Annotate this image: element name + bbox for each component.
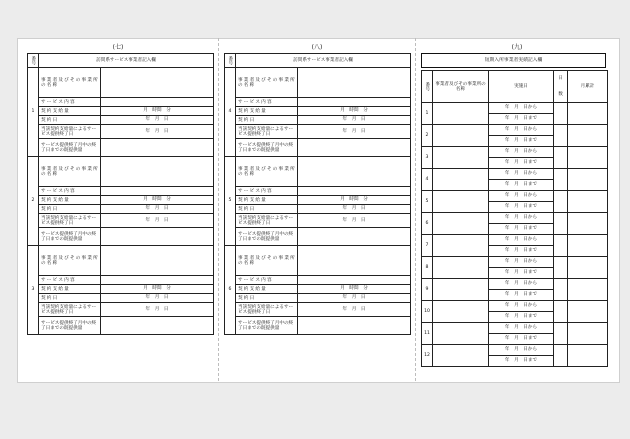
entry-2-row (28, 205, 214, 214)
entry-6-row (225, 294, 411, 303)
short-stay-total-field[interactable] (568, 323, 608, 345)
entry-1-row (28, 98, 214, 107)
field-contract-end[interactable]: 年 月 日 (101, 214, 214, 228)
entry-5-row (225, 228, 411, 246)
entry-6-row (225, 317, 411, 335)
short-stay-from-date[interactable]: 年 月 日から (489, 213, 554, 224)
field-used-amount[interactable] (298, 228, 411, 246)
short-stay-days-field[interactable] (554, 301, 568, 323)
short-stay-to-date[interactable]: 年 月 日まで (489, 290, 554, 301)
short-stay-row (422, 235, 608, 246)
entry-4-row (225, 107, 411, 116)
short-stay-title-box (421, 53, 606, 68)
short-stay-row (422, 345, 608, 356)
short-stay-days-field[interactable] (554, 279, 568, 301)
short-stay-from-date[interactable]: 年 月 日から (489, 257, 554, 268)
label-contract-amount: 契約支給量 (39, 196, 101, 205)
field-provider-name[interactable] (298, 157, 411, 187)
field-service-content[interactable] (101, 98, 214, 107)
short-stay-number: 4 (422, 169, 433, 191)
entry-5-row (225, 187, 411, 196)
short-stay-row (422, 301, 608, 312)
label-contract-amount: 契約支給量 (39, 107, 101, 116)
label-service-content: サービス内容 (236, 187, 298, 196)
label-contract-amount: 契約支給量 (236, 107, 298, 116)
entry-number: 3 (28, 246, 39, 335)
short-stay-provider-field[interactable] (433, 345, 489, 367)
short-stay-total-field[interactable] (568, 213, 608, 235)
label-used-amount: サービス提供終了月中の終了日までの既提供量 (39, 139, 101, 157)
short-stay-days-field[interactable] (554, 191, 568, 213)
field-contract-end[interactable]: 年 月 日 (101, 303, 214, 317)
field-provider-name[interactable] (298, 68, 411, 98)
entry-5-row (225, 157, 411, 187)
field-provider-name[interactable] (101, 68, 214, 98)
field-service-content[interactable] (298, 98, 411, 107)
short-stay-days-field[interactable] (554, 103, 568, 125)
entry-3-row (28, 317, 214, 335)
field-contract-amount[interactable]: 月 時間 分 (298, 107, 411, 116)
field-contract-date[interactable]: 年 月 日 (101, 294, 214, 303)
entry-6-row (225, 285, 411, 294)
entry-5-row (225, 196, 411, 205)
entry-number: 2 (28, 157, 39, 246)
label-service-content: サービス内容 (236, 276, 298, 285)
short-stay-row (422, 169, 608, 180)
entry-2-row (28, 214, 214, 228)
service-provider-table-left (27, 53, 214, 335)
field-contract-end[interactable]: 年 月 日 (298, 125, 411, 139)
label-contract-end: 当該契約支給量によるサービス提供終了日 (236, 125, 298, 139)
short-stay-total-field[interactable] (568, 235, 608, 257)
short-stay-total-field[interactable] (568, 301, 608, 323)
entry-1-row (28, 116, 214, 125)
label-service-content: サービス内容 (39, 276, 101, 285)
short-stay-provider-field[interactable] (433, 147, 489, 169)
short-stay-from-date[interactable]: 年 月 日から (489, 103, 554, 114)
label-contract-date: 契約日 (39, 116, 101, 125)
field-contract-amount[interactable]: 月 時間 分 (298, 196, 411, 205)
short-stay-provider-field[interactable] (433, 279, 489, 301)
entry-2-row (28, 196, 214, 205)
short-stay-to-date[interactable]: 年 月 日まで (489, 136, 554, 147)
entry-2-row (28, 228, 214, 246)
short-stay-number: 11 (422, 323, 433, 345)
field-contract-date[interactable]: 年 月 日 (298, 294, 411, 303)
short-stay-number: 8 (422, 257, 433, 279)
short-stay-provider-field[interactable] (433, 125, 489, 147)
field-contract-date[interactable]: 年 月 日 (298, 205, 411, 214)
label-contract-date: 契約日 (236, 205, 298, 214)
short-stay-from-date[interactable]: 年 月 日から (489, 279, 554, 290)
fold-line-1 (218, 38, 219, 381)
short-stay-days-field[interactable] (554, 125, 568, 147)
short-stay-number: 10 (422, 301, 433, 323)
short-stay-days-field[interactable] (554, 169, 568, 191)
short-stay-to-date[interactable]: 年 月 日まで (489, 158, 554, 169)
label-contract-end: 当該契約支給量によるサービス提供終了日 (39, 125, 101, 139)
field-contract-amount[interactable]: 月 時間 分 (101, 107, 214, 116)
section-eight-number: (八) (311, 44, 323, 51)
short-stay-total-field[interactable] (568, 279, 608, 301)
entry-number: 1 (28, 68, 39, 157)
entry-6-row (225, 276, 411, 285)
field-service-content[interactable] (101, 276, 214, 285)
section-title: 訪問系サービス事業者記入欄 (236, 54, 411, 68)
entry-6-row (225, 246, 411, 276)
entry-2-row (28, 187, 214, 196)
short-stay-days-field[interactable] (554, 235, 568, 257)
short-stay-number: 12 (422, 345, 433, 367)
entry-4-row (225, 139, 411, 157)
label-used-amount: サービス提供終了月中の終了日までの既提供量 (236, 139, 298, 157)
service-provider-table-middle (224, 53, 411, 335)
short-stay-total-field[interactable] (568, 103, 608, 125)
label-contract-end: 当該契約支給量によるサービス提供終了日 (39, 303, 101, 317)
short-stay-number: 9 (422, 279, 433, 301)
short-stay-to-date[interactable]: 年 月 日まで (489, 312, 554, 323)
short-stay-provider-field[interactable] (433, 103, 489, 125)
short-stay-to-date[interactable]: 年 月 日まで (489, 180, 554, 191)
label-used-amount: サービス提供終了月中の終了日までの既提供量 (39, 228, 101, 246)
label-provider-name: 事業者及びその事業所の名称 (39, 246, 101, 276)
label-contract-date: 契約日 (39, 205, 101, 214)
short-stay-row (422, 213, 608, 224)
entry-1-row (28, 139, 214, 157)
field-used-amount[interactable] (101, 139, 214, 157)
field-contract-date[interactable]: 年 月 日 (101, 116, 214, 125)
entry-6-row (225, 303, 411, 317)
label-contract-date: 契約日 (236, 294, 298, 303)
short-stay-from-date[interactable]: 年 月 日から (489, 323, 554, 334)
short-stay-row (422, 191, 608, 202)
days-mark: 日 (558, 75, 563, 81)
short-stay-to-date[interactable]: 年 月 日まで (489, 268, 554, 279)
fold-line-2 (415, 38, 416, 381)
field-service-content[interactable] (298, 276, 411, 285)
field-contract-amount[interactable]: 月 時間 分 (101, 285, 214, 294)
short-stay-row (422, 103, 608, 114)
short-stay-no-header: 番号 (422, 71, 433, 103)
entry-3-row (28, 285, 214, 294)
field-contract-amount[interactable]: 月 時間 分 (298, 285, 411, 294)
short-stay-number: 5 (422, 191, 433, 213)
field-contract-date[interactable]: 年 月 日 (298, 116, 411, 125)
entry-4-row (225, 125, 411, 139)
entry-2-row (28, 157, 214, 187)
short-stay-number: 7 (422, 235, 433, 257)
entry-number: 5 (225, 157, 236, 246)
short-stay-to-date[interactable]: 年 月 日まで (489, 246, 554, 257)
short-stay-to-date[interactable]: 年 月 日まで (489, 202, 554, 213)
short-stay-days-field[interactable] (554, 323, 568, 345)
short-stay-from-date[interactable]: 年 月 日から (489, 147, 554, 158)
label-contract-date: 契約日 (39, 294, 101, 303)
field-provider-name[interactable] (101, 246, 214, 276)
short-stay-title: 短期入所事業者実績記入欄 (484, 58, 543, 63)
label-provider-name: 事業者及びその事業所の名称 (236, 68, 298, 98)
short-stay-provider-field[interactable] (433, 191, 489, 213)
label-contract-end: 当該契約支給量によるサービス提供終了日 (39, 214, 101, 228)
section-nine-number: (九) (511, 44, 523, 51)
short-stay-provider-field[interactable] (433, 301, 489, 323)
short-stay-number: 3 (422, 147, 433, 169)
entry-1-row (28, 68, 214, 98)
short-stay-date-header: 実施日 (489, 71, 554, 103)
short-stay-from-date[interactable]: 年 月 日から (489, 191, 554, 202)
label-contract-amount: 契約支給量 (39, 285, 101, 294)
short-stay-provider-field[interactable] (433, 257, 489, 279)
short-stay-from-date[interactable]: 年 月 日から (489, 169, 554, 180)
label-service-content: サービス内容 (39, 187, 101, 196)
field-used-amount[interactable] (101, 317, 214, 335)
entry-4-row (225, 68, 411, 98)
label-service-content: サービス内容 (39, 98, 101, 107)
short-stay-row (422, 147, 608, 158)
short-stay-days-field[interactable] (554, 213, 568, 235)
field-contract-date[interactable]: 年 月 日 (101, 205, 214, 214)
short-stay-row (422, 279, 608, 290)
short-stay-provider-field[interactable] (433, 323, 489, 345)
short-stay-to-date[interactable]: 年 月 日まで (489, 114, 554, 125)
label-service-content: サービス内容 (236, 98, 298, 107)
short-stay-table (421, 70, 608, 367)
label-contract-end: 当該契約支給量によるサービス提供終了日 (236, 303, 298, 317)
short-stay-row (422, 323, 608, 334)
short-stay-days-field[interactable] (554, 147, 568, 169)
short-stay-from-date[interactable]: 年 月 日から (489, 301, 554, 312)
label-used-amount: サービス提供終了月中の終了日までの既提供量 (236, 228, 298, 246)
entry-1-row (28, 125, 214, 139)
label-contract-amount: 契約支給量 (236, 285, 298, 294)
label-provider-name: 事業者及びその事業所の名称 (39, 68, 101, 98)
short-stay-total-field[interactable] (568, 125, 608, 147)
entry-3-row (28, 303, 214, 317)
short-stay-total-field[interactable] (568, 345, 608, 367)
short-stay-total-field[interactable] (568, 169, 608, 191)
short-stay-to-date[interactable]: 年 月 日まで (489, 224, 554, 235)
field-service-content[interactable] (298, 187, 411, 196)
field-contract-end[interactable]: 年 月 日 (298, 214, 411, 228)
short-stay-provider-field[interactable] (433, 213, 489, 235)
label-used-amount: サービス提供終了月中の終了日までの既提供量 (39, 317, 101, 335)
label-provider-name: 事業者及びその事業所の名称 (236, 246, 298, 276)
entry-4-row (225, 98, 411, 107)
short-stay-total-field[interactable] (568, 257, 608, 279)
entry-5-row (225, 205, 411, 214)
short-stay-name-header: 事業者及びその事業所の名称 (433, 71, 489, 103)
field-provider-name[interactable] (101, 157, 214, 187)
short-stay-total-field[interactable] (568, 147, 608, 169)
field-used-amount[interactable] (298, 317, 411, 335)
label-contract-date: 契約日 (236, 116, 298, 125)
short-stay-number: 6 (422, 213, 433, 235)
short-stay-number: 1 (422, 103, 433, 125)
entry-1-row (28, 107, 214, 116)
short-stay-row (422, 125, 608, 136)
entry-3-row (28, 294, 214, 303)
field-provider-name[interactable] (298, 246, 411, 276)
short-stay-from-date[interactable]: 年 月 日から (489, 235, 554, 246)
short-stay-days-field[interactable] (554, 257, 568, 279)
entry-number: 4 (225, 68, 236, 157)
short-stay-row (422, 257, 608, 268)
short-stay-to-date[interactable]: 年 月 日まで (489, 356, 554, 367)
entry-3-row (28, 246, 214, 276)
entry-4-row (225, 116, 411, 125)
section-title: 訪問系サービス事業者記入欄 (39, 54, 214, 68)
field-used-amount[interactable] (298, 139, 411, 157)
no-header: 番号 (28, 54, 39, 68)
short-stay-days-header (554, 71, 568, 103)
short-stay-total-field[interactable] (568, 191, 608, 213)
short-stay-days-field[interactable] (554, 345, 568, 367)
short-stay-from-date[interactable]: 年 月 日から (489, 345, 554, 356)
days-label: 数 (558, 91, 563, 97)
field-contract-end[interactable]: 年 月 日 (101, 125, 214, 139)
entry-number: 6 (225, 246, 236, 335)
no-header: 番号 (225, 54, 236, 68)
section-seven-number: (七) (112, 44, 124, 51)
short-stay-from-date[interactable]: 年 月 日から (489, 125, 554, 136)
label-provider-name: 事業者及びその事業所の名称 (39, 157, 101, 187)
label-contract-end: 当該契約支給量によるサービス提供終了日 (236, 214, 298, 228)
short-stay-provider-field[interactable] (433, 235, 489, 257)
short-stay-number: 2 (422, 125, 433, 147)
label-provider-name: 事業者及びその事業所の名称 (236, 157, 298, 187)
short-stay-total-header: 月累計 (568, 71, 608, 103)
short-stay-provider-field[interactable] (433, 169, 489, 191)
label-contract-amount: 契約支給量 (236, 196, 298, 205)
field-contract-end[interactable]: 年 月 日 (298, 303, 411, 317)
field-contract-amount[interactable]: 月 時間 分 (101, 196, 214, 205)
field-service-content[interactable] (101, 187, 214, 196)
label-used-amount: サービス提供終了月中の終了日までの既提供量 (236, 317, 298, 335)
entry-5-row (225, 214, 411, 228)
field-used-amount[interactable] (101, 228, 214, 246)
short-stay-to-date[interactable]: 年 月 日まで (489, 334, 554, 345)
entry-3-row (28, 276, 214, 285)
